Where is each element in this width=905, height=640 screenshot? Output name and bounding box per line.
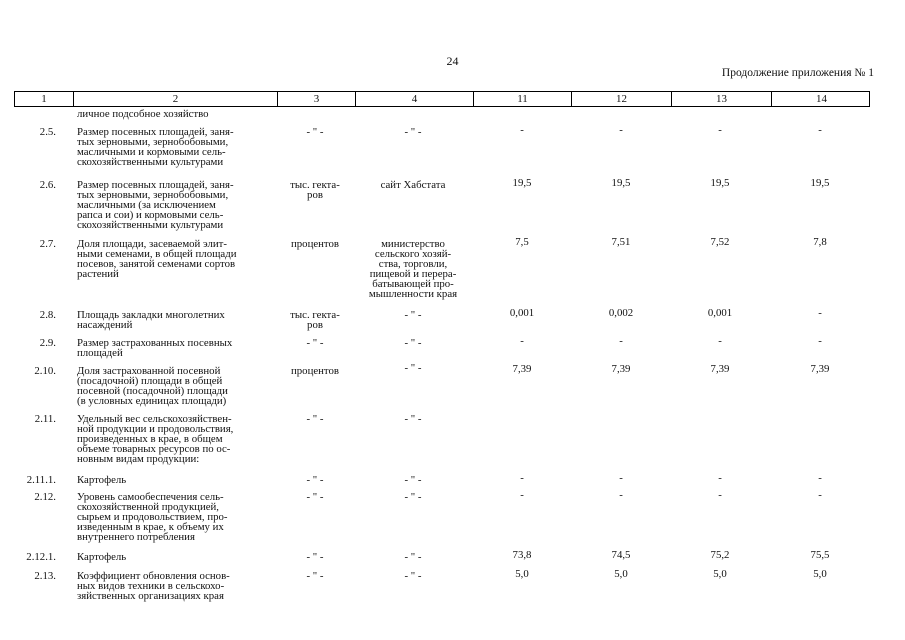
row-indicator-name: Размер посевных площадей, заня- тых зерновыми, зернобобовыми, масличными (за исключением рапса и сои) и кормовыми сель- скохозяйственными культурами — [77, 179, 234, 231]
header-label: 3 — [313, 93, 320, 105]
row-unit: - " - — [306, 126, 324, 138]
row-unit: - " - — [306, 570, 324, 582]
row-value-13: 19,5 — [710, 177, 730, 189]
row-unit: - " - — [306, 337, 324, 349]
row-value-12: - — [619, 489, 623, 501]
row-value-13: 7,39 — [710, 363, 730, 375]
row-value-12: - — [619, 472, 623, 484]
row-source: сайт Хабстата — [380, 179, 446, 191]
row-indicator-name: Доля площади, засеваемой элит- ными семенами, в общей площади посевов, занятой семенами сортов растений — [77, 238, 237, 280]
row-number: 2.9. — [39, 337, 56, 349]
row-unit: тыс. гекта- ров — [290, 309, 340, 331]
row-value-11: - — [520, 124, 524, 136]
row-value-11: 0,001 — [509, 307, 535, 319]
row-indicator-name: Доля застрахованной посевной (посадочной) площади в общей посевной (посадочной) площади (в условных единицах площади) — [77, 365, 228, 407]
row-value-13: - — [718, 124, 722, 136]
row-source: - " - — [404, 551, 422, 563]
row-indicator-name: Картофель — [77, 551, 127, 563]
header-cell-13 — [671, 92, 771, 106]
row-indicator-name: Коэффициент обновления основ- ных видов техники в сельскохо- зяйственных организациях края — [77, 570, 230, 602]
row-value-11: 7,39 — [512, 363, 532, 375]
header-label: 11 — [517, 93, 528, 105]
row-number: 2.13. — [34, 570, 56, 582]
header-label: 13 — [716, 93, 727, 105]
row-value-14: 19,5 — [810, 177, 830, 189]
row-number: 2.12.1. — [26, 551, 56, 563]
header-label: 12 — [616, 93, 627, 105]
row-source: - " - — [404, 309, 422, 321]
page-number: 24 — [446, 54, 459, 68]
row-value-11: - — [520, 335, 524, 347]
row-unit: процентов — [291, 365, 339, 377]
row-unit: тыс. гекта- ров — [290, 179, 340, 201]
row-value-14: - — [818, 335, 822, 347]
row-value-12: 7,51 — [611, 236, 631, 248]
row-unit: - " - — [306, 491, 324, 503]
row-value-13: - — [718, 472, 722, 484]
row-number: 2.8. — [39, 309, 56, 321]
header-label: 2 — [172, 93, 179, 105]
header-cell-4 — [355, 92, 473, 106]
row-indicator-name: Уровень самообеспечения сель- скохозяйственной продукцией, сырьем и продовольствием, про- изведенным в крае, к объему их внутреннего потребления — [77, 491, 228, 543]
row-value-14: 7,39 — [810, 363, 830, 375]
header-cell-11 — [473, 92, 571, 106]
row-value-12: 0,002 — [608, 307, 634, 319]
row-unit: - " - — [306, 474, 324, 486]
row-value-11: 5,0 — [515, 568, 529, 580]
row-indicator-name: Размер посевных площадей, заня- тых зерновыми, зернобобовыми, масличными и кормовыми сель- скохозяйственными культурами — [77, 126, 234, 168]
row-value-14: - — [818, 472, 822, 484]
header-label: 14 — [816, 93, 827, 105]
row-value-13: 75,2 — [710, 549, 730, 561]
row-value-14: - — [818, 489, 822, 501]
row-source: - " - — [404, 337, 422, 349]
carryover-text: личное подсобное хозяйство — [77, 108, 209, 120]
row-value-12: 7,39 — [611, 363, 631, 375]
row-value-12: 74,5 — [611, 549, 631, 561]
row-value-13: - — [718, 489, 722, 501]
row-value-14: 7,8 — [813, 236, 827, 248]
row-indicator-name: Удельный вес сельскохозяйствен- ной продукции и продовольствия, произведенных в крае, в общем объеме товарных ресурсов по ос- новным видам продукции: — [77, 413, 234, 465]
row-value-14: - — [818, 124, 822, 136]
row-value-11: 73,8 — [512, 549, 532, 561]
row-source: - " - — [404, 413, 422, 425]
row-number: 2.7. — [39, 238, 56, 250]
row-value-13: 0,001 — [707, 307, 733, 319]
row-source: - " - — [404, 474, 422, 486]
header-cell-14 — [771, 92, 871, 106]
row-source: - " - — [404, 570, 422, 582]
header-label: 1 — [41, 93, 47, 105]
header-cell-3 — [277, 92, 355, 106]
header-cell-2 — [73, 92, 277, 106]
row-number: 2.6. — [39, 179, 56, 191]
row-value-12: - — [619, 124, 623, 136]
row-value-11: - — [520, 489, 524, 501]
row-value-13: - — [718, 335, 722, 347]
row-value-11: 19,5 — [512, 177, 532, 189]
row-unit: - " - — [306, 551, 324, 563]
row-source: - " - — [404, 362, 422, 374]
row-number: 2.10. — [34, 365, 56, 377]
row-number: 2.5. — [39, 126, 56, 138]
row-value-12: - — [619, 335, 623, 347]
row-value-12: 5,0 — [614, 568, 628, 580]
header-cell-1 — [15, 92, 73, 106]
row-value-12: 19,5 — [611, 177, 631, 189]
row-indicator-name: Картофель — [77, 474, 127, 486]
row-unit: - " - — [306, 413, 324, 425]
table-header-row — [14, 91, 870, 107]
row-number: 2.11. — [34, 413, 56, 425]
row-value-11: - — [520, 472, 524, 484]
row-source: - " - — [404, 126, 422, 138]
header-label: 4 — [411, 93, 418, 105]
row-value-14: 75,5 — [810, 549, 830, 561]
row-unit: процентов — [291, 238, 339, 250]
header-cell-12 — [571, 92, 671, 106]
row-indicator-name: Площадь закладки многолетних насаждений — [77, 309, 225, 331]
row-value-13: 5,0 — [713, 568, 727, 580]
row-value-13: 7,52 — [710, 236, 730, 248]
row-number: 2.11.1. — [26, 474, 56, 486]
continuation-caption: Продолжение приложения № 1 — [721, 67, 874, 79]
row-indicator-name: Размер застрахованных посевных площадей — [77, 337, 233, 359]
row-source: - " - — [404, 491, 422, 503]
row-source: министерство сельского хозяй- ства, торговли, пищевой и перера- батывающей про- мышленности края — [368, 238, 458, 300]
row-number: 2.12. — [34, 491, 56, 503]
row-value-14: 5,0 — [813, 568, 827, 580]
row-value-11: 7,5 — [515, 236, 529, 248]
row-value-14: - — [818, 307, 822, 319]
